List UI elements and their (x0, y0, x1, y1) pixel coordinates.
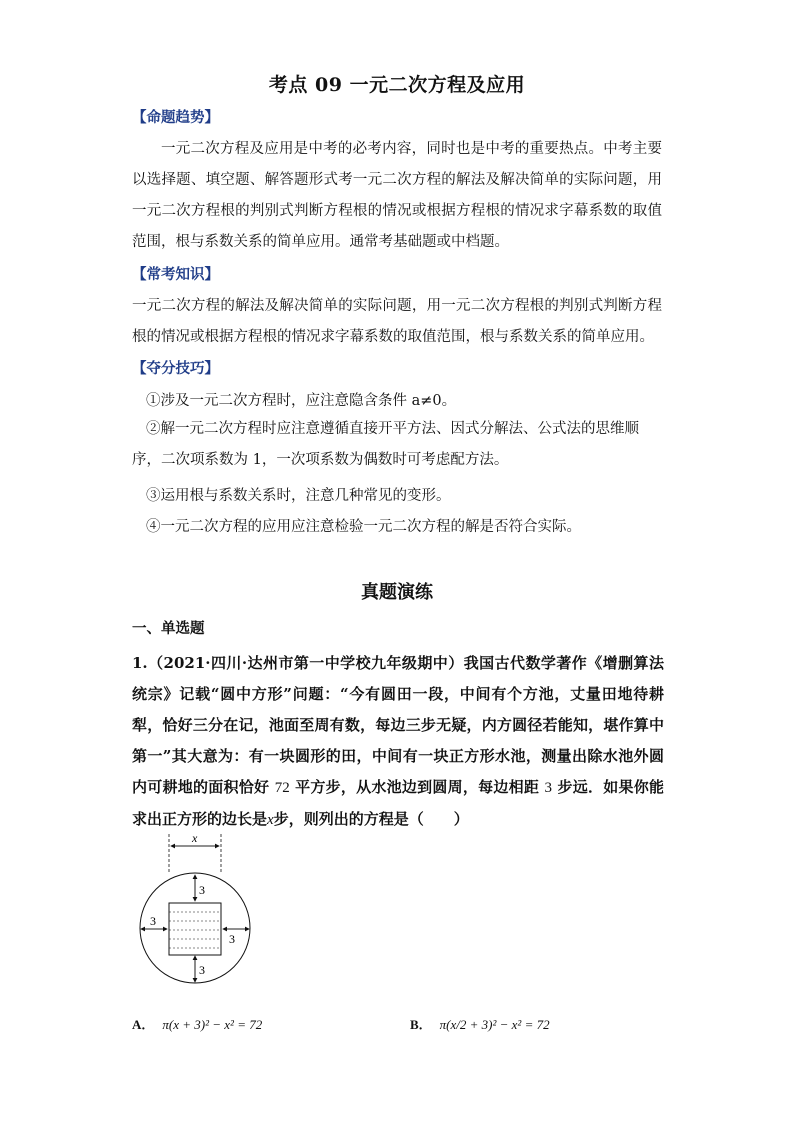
knowledge-paragraph: 一元二次方程的解法及解决简单的实际问题，用一元二次方程根的判别式判断方程根的情况或根据方程根的情况求字幕系数的取值范围，根与系数关系的简单应用。 (132, 298, 662, 345)
question-type-label: 一、单选题 (132, 620, 205, 637)
figure-svg (136, 832, 256, 992)
option-b-label: B． (410, 1017, 432, 1032)
skill-item: ③运用根与系数关系时，注意几种常见的变形。 (146, 488, 451, 504)
option-a[interactable] (132, 1014, 262, 1033)
dim-label-top: 3 (199, 883, 205, 897)
option-a-label: A． (132, 1017, 155, 1032)
distance-value: 3 (544, 780, 553, 796)
skill-item: ④一元二次方程的应用应注意检验一元二次方程的解是否符合实际。 (146, 519, 581, 535)
question-body-3: 步远．如果你能求出正方形的边长是 (132, 778, 664, 828)
section-heading-skills: 【夺分技巧】 (132, 360, 219, 377)
variable-x: x (267, 812, 274, 828)
question-body-2: 平方步，从水池边到圆周，每边相距 (289, 778, 545, 796)
section-heading-knowledge: 【常考知识】 (132, 266, 219, 283)
practice-heading: 真题演练 (361, 582, 433, 603)
question-body-4: 步，则列出的方程是（ ） (273, 810, 469, 828)
page-title: 考点 09 一元二次方程及应用 (268, 74, 526, 96)
question-number: 1. (132, 654, 148, 672)
question-source: （2021·四川·达州市第一中学校九年级期中） (147, 654, 464, 672)
skill-item: ②解一元二次方程时应注意遵循直接开平方法、因式分解法、公式法的思维顺序，二次项系数为 1，一次项系数为偶数时可考虑配方法。 (132, 421, 639, 468)
section-heading-trend: 【命题趋势】 (132, 109, 219, 126)
question-text (132, 648, 664, 836)
x-dimension-label: x (192, 832, 198, 845)
circle-square-figure (136, 832, 256, 996)
skill-item: ①涉及一元二次方程时，应注意隐含条件 a≠0。 (146, 393, 457, 409)
trend-paragraph: 一元二次方程及应用是中考的必考内容，同时也是中考的重要热点。中考主要以选择题、填空题、解答题形式考一元二次方程的解法及解决简单的实际问题，用一元二次方程根的判别式判断方程根的情况或根据方程根的情况求字幕系数的取值范围，根与系数关系的简单应用。通常考基础题或中档题。 (132, 141, 662, 250)
option-a-formula: π(x + 3)² − x² = 72 (162, 1017, 263, 1032)
question-body-1: 我国古代数学著作《增删算法统宗》记载“圆中方形”问题：“今有圆田一段，中间有个方池，丈量田地待耕犁，恰好三分在记，池面至周有数，每边三步无疑，内方圆径若能知，堪作算中第一”其大意为：有一块圆形的田，中间有一块正方形水池，测量出除水池外圆内可耕地的面积恰好 (132, 654, 664, 796)
dim-label-right: 3 (229, 932, 235, 946)
area-value: 72 (274, 780, 290, 796)
option-b-formula: π(x/2 + 3)² − x² = 72 (439, 1017, 550, 1032)
dim-label-left: 3 (150, 914, 156, 928)
dim-label-bottom: 3 (199, 963, 205, 977)
option-b[interactable] (410, 1014, 550, 1033)
